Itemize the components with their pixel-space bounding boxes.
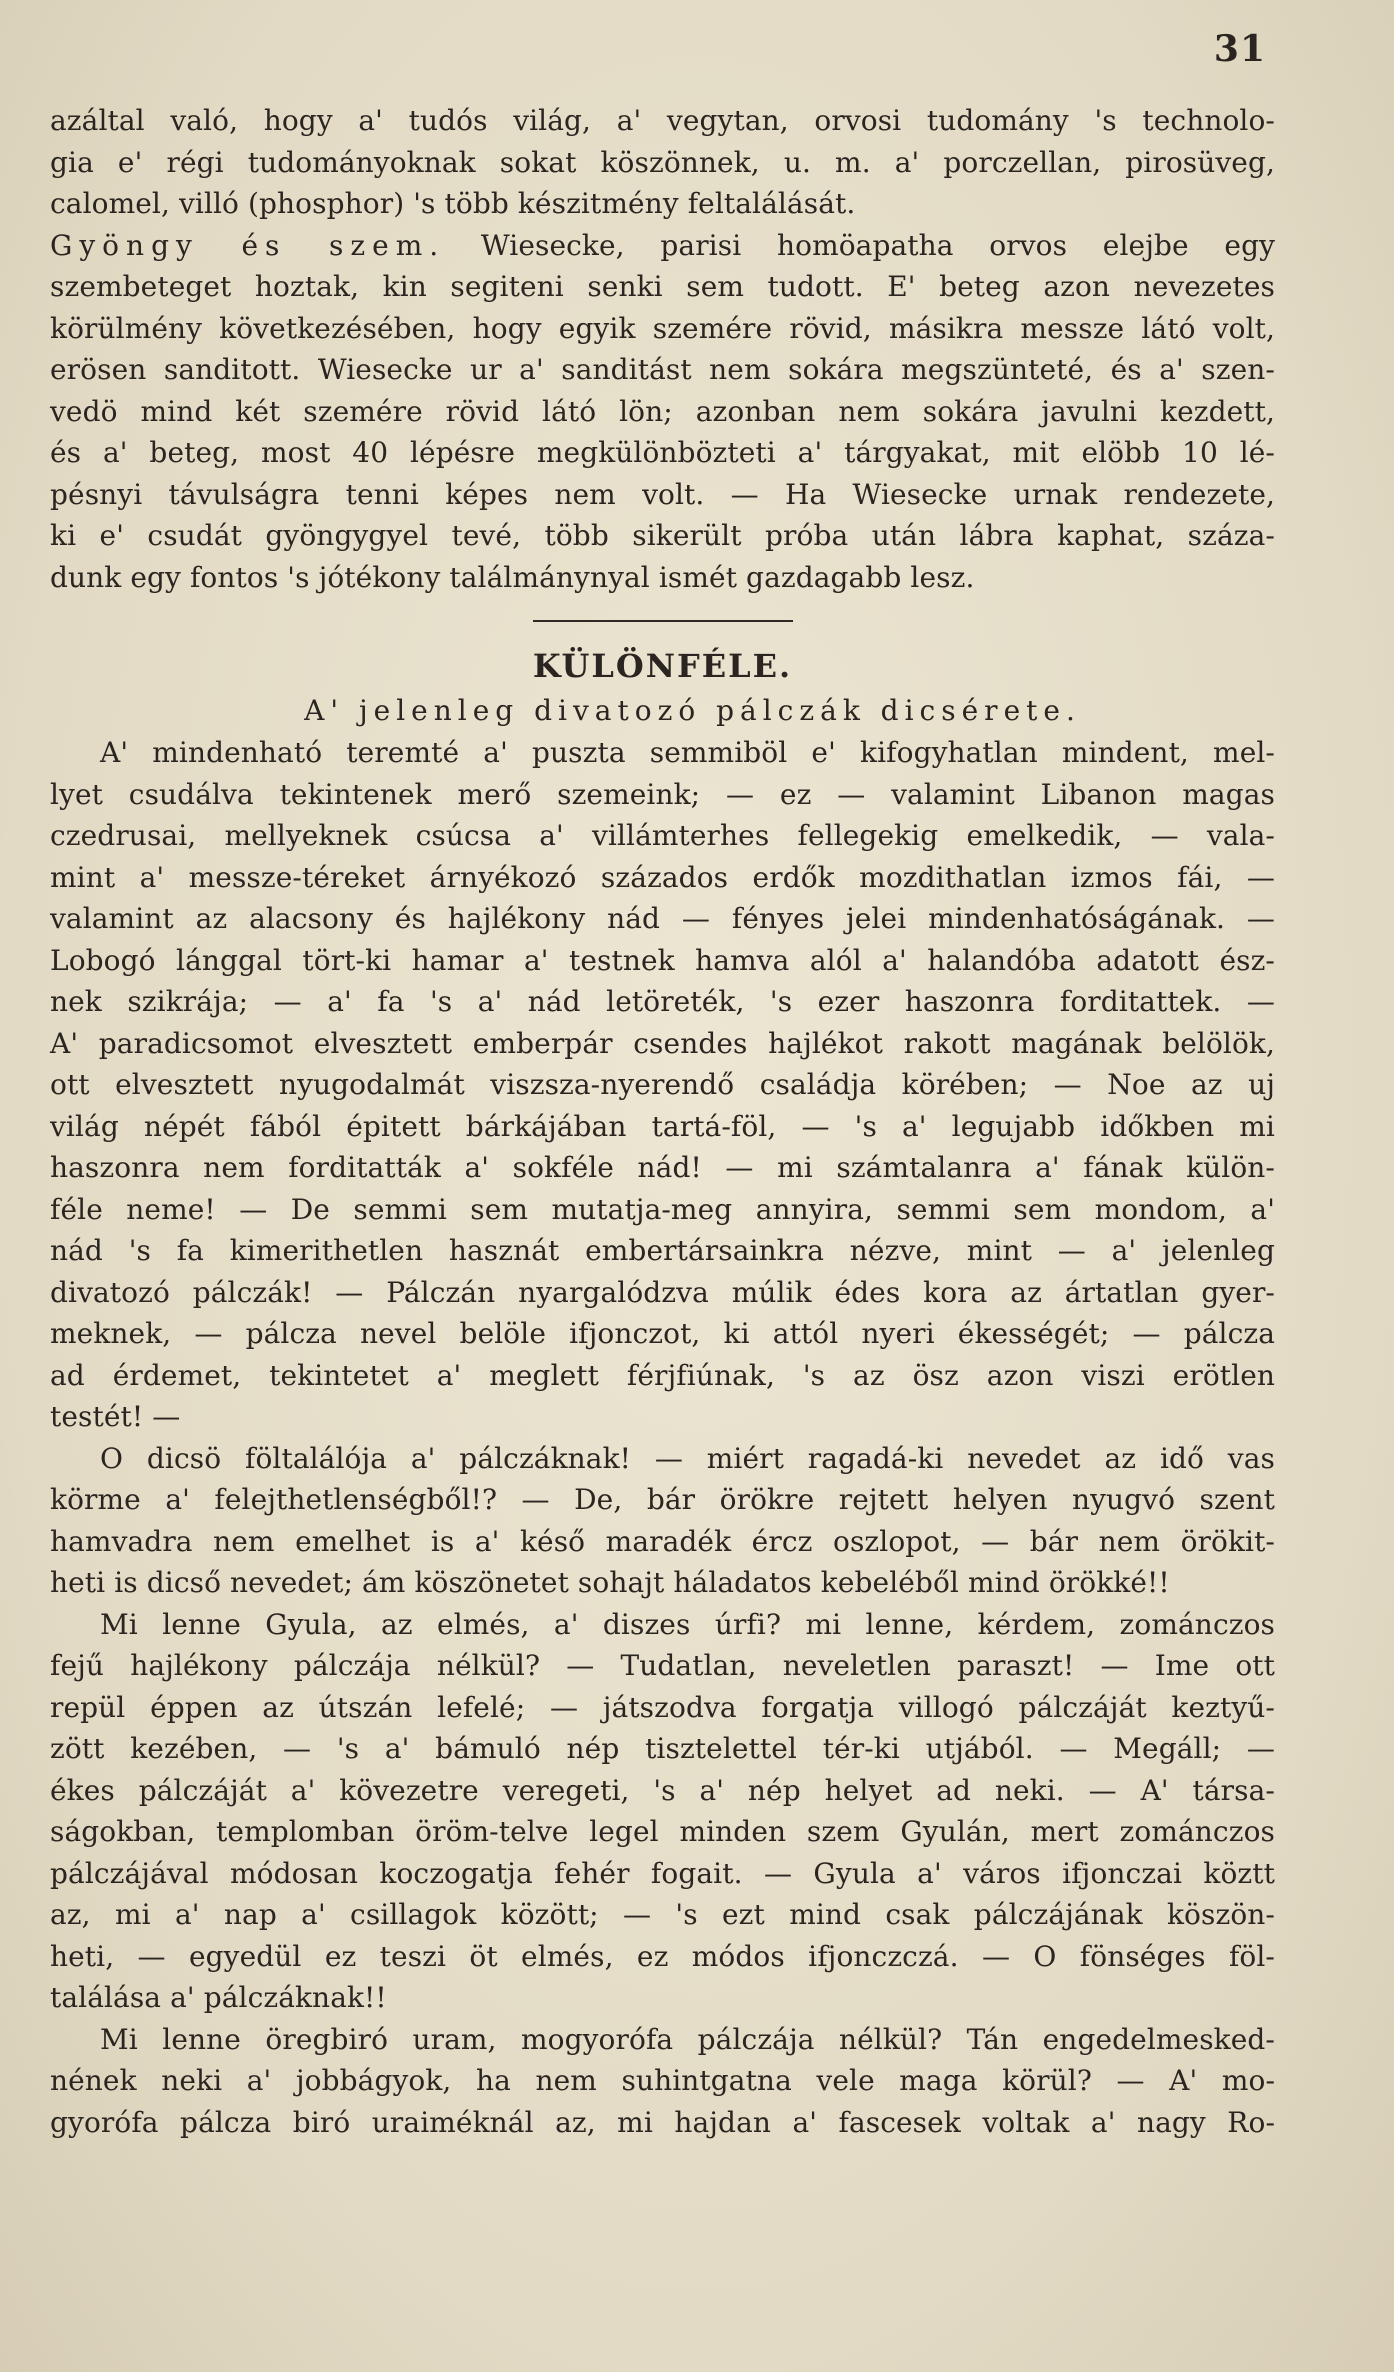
paragraph [50, 1438, 1275, 1604]
text-line: A' mindenható teremté a' puszta semmiböl e' kifogyhatlan mindent, mel- [100, 736, 1275, 769]
text-line: nének neki a' jobbágyok, ha nem suhintgatna vele maga körül? — A' mo- [50, 2064, 1275, 2097]
text-line: erösen sanditott. Wiesecke ur a' sanditást nem sokára megszünteté, és a' szen- [50, 353, 1275, 386]
text-line: pésnyi távulságra tenni képes nem volt. — Ha Wiesecke urnak rendezete, [50, 477, 1275, 511]
section-title: KÜLÖNFÉLE. [532, 647, 793, 685]
paragraph [50, 1604, 1275, 2019]
text-line: O dicsö föltalálója a' pálczáknak! — miért ragadá-ki nevedet az idő vas [100, 1441, 1275, 1475]
text-line: ékes pálczáját a' kövezetre veregeti, 's a' nép helyet ad neki. — A' társa- [50, 1773, 1275, 1807]
page-number: 31 [1213, 28, 1266, 70]
text-line: féle neme! — De semmi sem mutatja-meg annyira, semmi sem mondom, a' [50, 1192, 1275, 1226]
text-line: világ népét fából épitett bárkájában tartá-föl, — 's a' legujabb időkben mi [50, 1109, 1275, 1143]
text-line: nek szikrája; — a' fa 's a' nád letöreték, 's ezer haszonra forditattek. — [50, 985, 1275, 1018]
text-line: testét! — [50, 1400, 181, 1433]
text-line: ki e' csudát gyöngygyel tevé, több sikerült próba után lábra kaphat, száza- [50, 519, 1275, 552]
text-line: czedrusai, mellyeknek csúcsa a' villámterhes fellegekig emelkedik, — vala- [50, 819, 1275, 852]
text-line: fejű hajlékony pálczája nélkül? — Tudatlan, neveletlen paraszt! — Ime ott [50, 1649, 1275, 1682]
text-line: zött kezében, — 's a' bámuló nép tisztelettel tér-ki utjából. — Megáll; — [50, 1732, 1275, 1765]
paragraph [50, 732, 1275, 1438]
text-line: heti is dicső nevedet; ám köszönetet sohajt háladatos kebeléből mind örökké!! [50, 1566, 1170, 1599]
text-line: körülmény következésében, hogy egyik szemére rövid, másikra messze látó volt, [50, 311, 1275, 345]
gyongy-heading: Gyöngy és szem. [50, 228, 446, 262]
text-line: Lobogó lánggal tört-ki hamar a' testnek hamva alól a' halandóba adatott ész- [50, 943, 1275, 977]
text-line: Mi lenne öregbiró uram, mogyorófa pálczája nélkül? Tán engedelmesked- [100, 2022, 1275, 2056]
text-line: mint a' messze-téreket árnyékozó százados erdők mozdithatlan izmos fái, — [50, 860, 1275, 894]
text-line: az, mi a' nap a' csillagok között; — 's ezt mind csak pálczájának köszön- [50, 1898, 1275, 1931]
text-line: divatozó pálczák! — Pálczán nyargalódzva múlik édes kora az ártatlan gyer- [50, 1275, 1275, 1309]
text-line: valamint az alacsony és hajlékony nád — fényes jelei mindenhatóságának. — [50, 902, 1275, 935]
text-line: ott elvesztett nyugodalmát viszsza-nyerendő családja körében; — Noe az uj [50, 1068, 1275, 1101]
text-line: Mi lenne Gyula, az elmés, a' diszes úrfi? mi lenne, kérdem, zománczos [100, 1607, 1275, 1641]
text-line: vedö mind két szemére rövid látó lön; azonban nem sokára javulni kezdett, [50, 394, 1275, 428]
text-line: meknek, — pálcza nevel belöle ifjonczot, ki attól nyeri ékességét; — pálcza [50, 1317, 1275, 1350]
text-line: körme a' felejthetlenségből!? — De, bár örökre rejtett helyen nyugvó szent [50, 1483, 1275, 1516]
intro-block [50, 100, 1275, 225]
text-line: találása a' pálczáknak!! [50, 1981, 387, 2014]
text-line: szembeteget hoztak, kin segiteni senki sem tudott. E' beteg azon nevezetes [50, 270, 1275, 303]
text-line: repül éppen az útszán lefelé; — játszodva forgatja villogó pálczáját keztyű- [50, 1690, 1275, 1724]
text-line: hamvadra nem emelhet is a' késő maradék ércz oszlopot, — bár nem örökit- [50, 1524, 1275, 1558]
text-line: haszonra nem forditatták a' sokféle nád! — mi számtalanra a' fának külön- [50, 1151, 1275, 1184]
section-divider [533, 620, 793, 622]
text-column [50, 100, 1275, 2143]
text-line: A' paradicsomot elvesztett emberpár csendes hajlékot rakott magának belölök, [50, 1026, 1275, 1060]
paragraph [50, 2019, 1275, 2144]
text-line: ad érdemet, tekintetet a' meglett férjfiúnak, 's az ösz azon viszi erötlen [50, 1358, 1275, 1392]
text-line: gyorófa pálcza biró uraiméknál az, mi hajdan a' fascesek voltak a' nagy Ro- [50, 2105, 1275, 2139]
text-line: pálczájával módosan koczogatja fehér fogait. — Gyula a' város ifjonczai köztt [50, 1856, 1275, 1890]
gyongy-block [50, 266, 1275, 598]
text-line: gia e' régi tudományoknak sokat köszönnek, u. m. a' porczellan, pirosüveg, [50, 145, 1275, 179]
text-line: ságokban, templomban öröm-telve legel minden szem Gyulán, mert zománczos [50, 1815, 1275, 1848]
text-line: azáltal való, hogy a' tudós világ, a' vegytan, orvosi tudomány 's technolo- [50, 104, 1275, 137]
text-line: nád 's fa kimerithetlen hasznát embertársainkra nézve, mint — a' jelenleg [50, 1234, 1275, 1267]
text-line: dunk egy fontos 's jótékony találmánynyal ismét gazdagabb lesz. [50, 560, 975, 594]
gyongy-first-line-text: Wiesecke, parisi homöapatha orvos elejbe egy [480, 228, 1276, 262]
gyongy-first-line [50, 225, 1275, 267]
text-line: és a' beteg, most 40 lépésre megkülönbözteti a' tárgyakat, mit elöbb 10 lé- [50, 436, 1275, 469]
text-line: heti, — egyedül ez teszi öt elmés, ez módos ifjonczczá. — O fönséges föl- [50, 1939, 1275, 1973]
article-body [50, 732, 1275, 2143]
section-subtitle: A' jelenleg divatozó pálczák dicsérete. [304, 694, 1081, 727]
text-line: calomel, villó (phosphor) 's több készitmény feltalálását. [50, 187, 856, 220]
text-line: lyet csudálva tekintenek merő szemeink; — ez — valamint Libanon magas [50, 777, 1275, 811]
